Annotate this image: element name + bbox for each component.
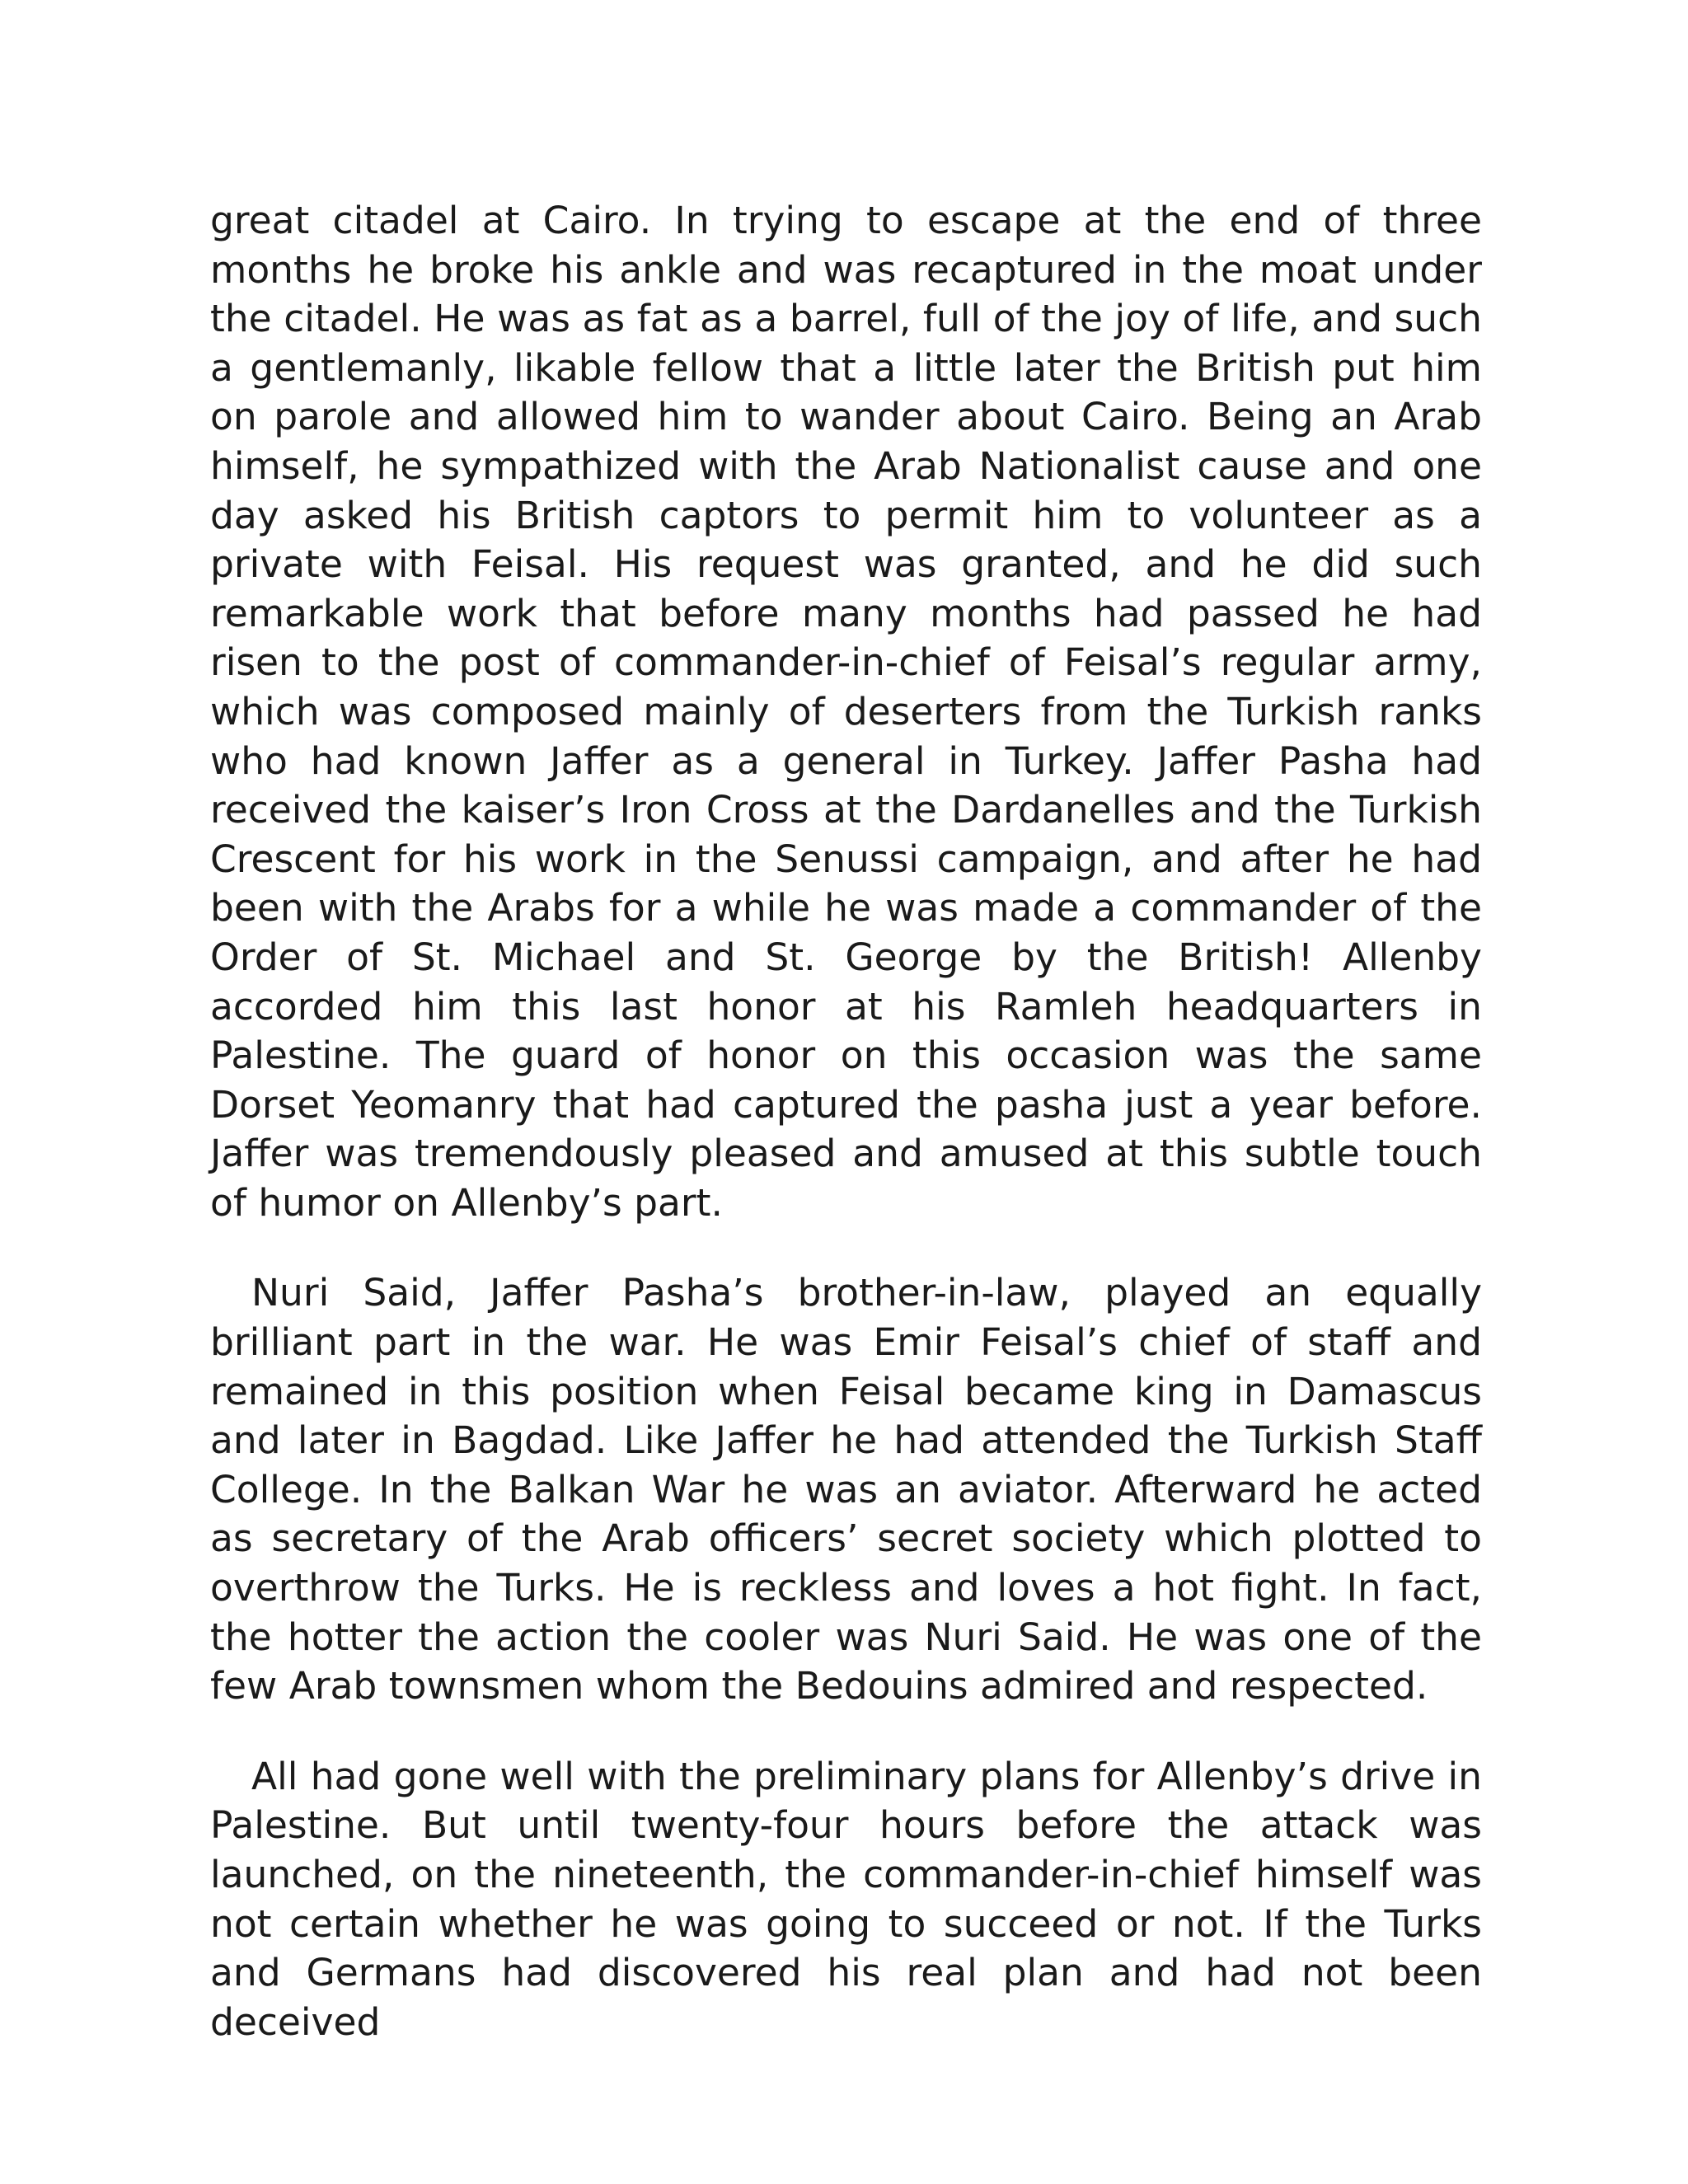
paragraph-2: Nuri Said, Jaffer Pasha’s brother-in-law, played an equally brilliant part in the war. He was Emir Feisal’s chief of staff and remained in this position when Feisal became king in Damascus and later in Bagdad. Like Jaffer he had attended the Turkish Staff College. In the Balkan War he was an aviator. Afterward he acted as secretary of the Arab officers’ secret society which plotted to overthrow the Turks. He is reckless and loves a hot fight. In fact, the hotter the action the cooler was Nuri Said. He was one of the few Arab townsmen whom the Bedouins admired and respected. xyxy=(210,1271,1482,1708)
paragraph-3: All had gone well with the preliminary plans for Allenby’s drive in Palestine. But until twenty-four hours before the attack was launched, on the nineteenth, the commander-in-chief himself was not certain whether he was going to succeed or not. If the Turks and Germans had discovered his real plan and had not been deceived xyxy=(210,1754,1482,2044)
document-page xyxy=(210,196,1482,2088)
paragraph-1: great citadel at Cairo. In trying to escape at the end of three months he broke his ankle and was recaptured in the moat under the citadel. He was as fat as a barrel, full of the joy of life, and such a gentlemanly, likable fellow that a little later the British put him on parole and allowed him to wander about Cairo. Being an Arab himself, he sympathized with the Arab Nationalist cause and one day asked his British captors to permit him to volunteer as a private with Feisal. His request was granted, and he did such remarkable work that before many months had passed he had risen to the post of commander-in-chief of Feisal’s regular army, which was composed mainly of deserters from the Turkish ranks who had known Jaffer as a general in Turkey. Jaffer Pasha had received the kaiser’s Iron Cross at the Dardanelles and the Turkish Crescent for his work in the Senussi campaign, and after he had been with the Arabs for a while he was made a commander of the Order of St. Michael and St. George by the British! Allenby accorded him this last honor at his Ramleh headquarters in Palestine. The guard of honor on this occasion was the same Dorset Yeomanry that had captured the pasha just a year before. Jaffer was tremendously pleased and amused at this subtle touch of humor on Allenby’s part. xyxy=(210,199,1482,1225)
